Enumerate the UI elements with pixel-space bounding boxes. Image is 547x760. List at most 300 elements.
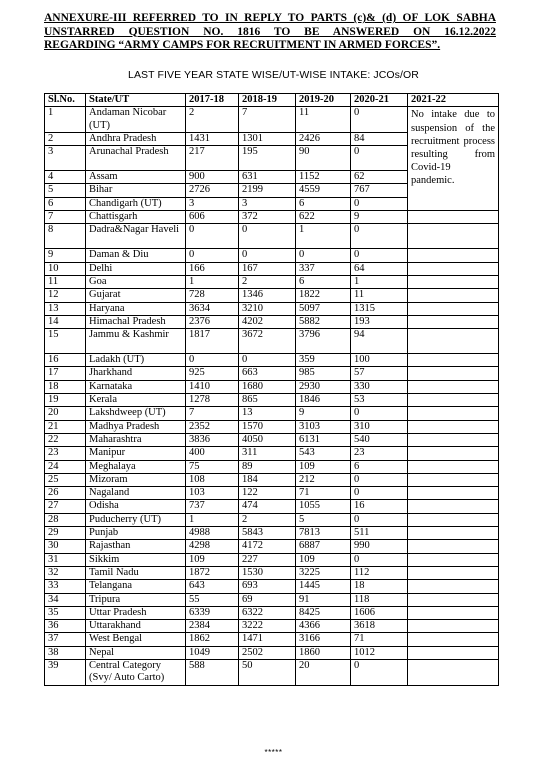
cell-2017-18: 1 [186, 513, 239, 526]
table-row [45, 354, 499, 367]
cell-2017-18: 737 [186, 500, 239, 513]
cell-2020-21: 64 [351, 262, 408, 275]
cell-slno: 18 [45, 380, 86, 393]
cell-state: Nepal [86, 646, 186, 659]
cell-2017-18: 217 [186, 146, 239, 171]
cell-state: Tamil Nadu [86, 566, 186, 579]
cell-slno: 2 [45, 132, 86, 145]
cell-2019-20: 3796 [296, 329, 351, 354]
cell-slno: 12 [45, 289, 86, 302]
cell-2020-21: 0 [351, 487, 408, 500]
cell-2017-18: 4298 [186, 540, 239, 553]
cell-2020-21: 0 [351, 197, 408, 210]
cell-state: Bihar [86, 184, 186, 197]
header-2018-19: 2018-19 [239, 94, 296, 107]
heading-line-3: REGARDING “ARMY CAMPS FOR RECRUITMENT IN ARMED FORCES”. [44, 39, 441, 51]
cell-2017-18: 900 [186, 171, 239, 184]
cell-slno: 34 [45, 593, 86, 606]
cell-2020-21: 100 [351, 354, 408, 367]
cell-2020-21: 3618 [351, 620, 408, 633]
cell-2021-22-empty [408, 447, 499, 460]
cell-2021-22-empty [408, 553, 499, 566]
cell-2019-20: 1055 [296, 500, 351, 513]
cell-state: Nagaland [86, 487, 186, 500]
cell-state: Haryana [86, 302, 186, 315]
cell-2020-21: 9 [351, 211, 408, 224]
cell-2020-21: 0 [351, 249, 408, 262]
cell-state: Arunachal Pradesh [86, 146, 186, 171]
table-row [45, 540, 499, 553]
table-row [45, 566, 499, 579]
cell-2019-20: 11 [296, 107, 351, 133]
cell-2019-20: 1846 [296, 394, 351, 407]
cell-2017-18: 1410 [186, 380, 239, 393]
cell-2018-19: 195 [239, 146, 296, 171]
cell-state: Meghalaya [86, 460, 186, 473]
cell-2019-20: 3166 [296, 633, 351, 646]
intake-table [44, 93, 499, 686]
cell-slno: 7 [45, 211, 86, 224]
cell-2017-18: 606 [186, 211, 239, 224]
cell-2020-21: 0 [351, 107, 408, 133]
cell-2017-18: 1872 [186, 566, 239, 579]
cell-2018-19: 4202 [239, 315, 296, 328]
table-row [45, 380, 499, 393]
cell-2018-19: 0 [239, 224, 296, 249]
cell-2021-22-empty [408, 275, 499, 288]
cell-2021-22-empty [408, 354, 499, 367]
cell-2021-22-empty [408, 315, 499, 328]
table-row [45, 107, 499, 133]
cell-2018-19: 50 [239, 659, 296, 685]
cell-2017-18: 108 [186, 473, 239, 486]
cell-2018-19: 5843 [239, 527, 296, 540]
cell-2018-19: 372 [239, 211, 296, 224]
cell-state: Lakshdweep (UT) [86, 407, 186, 420]
cell-2017-18: 1049 [186, 646, 239, 659]
cell-2021-22-empty [408, 380, 499, 393]
table-row [45, 329, 499, 354]
cell-state: Himachal Pradesh [86, 315, 186, 328]
cell-2021-22-empty [408, 646, 499, 659]
table-row [45, 433, 499, 446]
cell-slno: 14 [45, 315, 86, 328]
table-subtitle: LAST FIVE YEAR STATE WISE/UT-WISE INTAKE: JCOs/OR [128, 69, 419, 81]
cell-state: Punjab [86, 527, 186, 540]
table-row [45, 500, 499, 513]
cell-state: Gujarat [86, 289, 186, 302]
cell-2020-21: 1606 [351, 606, 408, 619]
cell-state: Chandigarh (UT) [86, 197, 186, 210]
cell-slno: 35 [45, 606, 86, 619]
cell-2020-21: 310 [351, 420, 408, 433]
cell-2018-19: 3 [239, 197, 296, 210]
cell-2020-21: 1315 [351, 302, 408, 315]
cell-slno: 38 [45, 646, 86, 659]
heading-line-1: ANNEXURE-III REFERRED TO IN REPLY TO PARTS (c)& (d) OF LOK SABHA [44, 12, 496, 24]
cell-slno: 39 [45, 659, 86, 685]
cell-2018-19: 865 [239, 394, 296, 407]
cell-2017-18: 2 [186, 107, 239, 133]
cell-2020-21: 0 [351, 224, 408, 249]
cell-2019-20: 91 [296, 593, 351, 606]
cell-2019-20: 337 [296, 262, 351, 275]
cell-2020-21: 330 [351, 380, 408, 393]
cell-2021-22-empty [408, 302, 499, 315]
cell-2018-19: 89 [239, 460, 296, 473]
cell-2019-20: 5882 [296, 315, 351, 328]
cell-2017-18: 3634 [186, 302, 239, 315]
table-row [45, 394, 499, 407]
cell-2021-22-empty [408, 580, 499, 593]
cell-2017-18: 728 [186, 289, 239, 302]
cell-2020-21: 511 [351, 527, 408, 540]
cell-2020-21: 62 [351, 171, 408, 184]
table-row [45, 447, 499, 460]
cell-slno: 13 [45, 302, 86, 315]
cell-state: Dadra&Nagar Haveli [86, 224, 186, 249]
cell-2020-21: 6 [351, 460, 408, 473]
table-row [45, 659, 499, 685]
cell-2017-18: 925 [186, 367, 239, 380]
cell-2019-20: 2930 [296, 380, 351, 393]
cell-2019-20: 7813 [296, 527, 351, 540]
cell-slno: 3 [45, 146, 86, 171]
cell-slno: 20 [45, 407, 86, 420]
table-row [45, 420, 499, 433]
cell-2019-20: 6 [296, 275, 351, 288]
table-row [45, 473, 499, 486]
cell-2017-18: 0 [186, 249, 239, 262]
footer-mark: ***** [264, 748, 283, 757]
cell-2018-19: 13 [239, 407, 296, 420]
cell-state: Maharashtra [86, 433, 186, 446]
cell-2019-20: 985 [296, 367, 351, 380]
cell-2020-21: 1 [351, 275, 408, 288]
cell-2021-22-empty [408, 460, 499, 473]
cell-2019-20: 6131 [296, 433, 351, 446]
cell-2021-22-empty [408, 211, 499, 224]
cell-slno: 31 [45, 553, 86, 566]
cell-2019-20: 1860 [296, 646, 351, 659]
cell-2017-18: 0 [186, 224, 239, 249]
cell-2017-18: 2352 [186, 420, 239, 433]
cell-2021-22-empty [408, 540, 499, 553]
cell-2017-18: 2376 [186, 315, 239, 328]
cell-2018-19: 227 [239, 553, 296, 566]
cell-2019-20: 1445 [296, 580, 351, 593]
cell-slno: 6 [45, 197, 86, 210]
cell-2020-21: 0 [351, 146, 408, 171]
cell-2020-21: 0 [351, 407, 408, 420]
cell-2018-19: 0 [239, 354, 296, 367]
cell-2019-20: 359 [296, 354, 351, 367]
cell-2018-19: 3210 [239, 302, 296, 315]
cell-2021-22-empty [408, 566, 499, 579]
cell-2019-20: 8425 [296, 606, 351, 619]
cell-2018-19: 2199 [239, 184, 296, 197]
cell-2021-22-empty [408, 249, 499, 262]
cell-2020-21: 0 [351, 513, 408, 526]
cell-2021-22-empty [408, 593, 499, 606]
cell-2017-18: 3 [186, 197, 239, 210]
cell-2017-18: 109 [186, 553, 239, 566]
cell-2017-18: 1431 [186, 132, 239, 145]
cell-2019-20: 212 [296, 473, 351, 486]
cell-2018-19: 167 [239, 262, 296, 275]
table-row [45, 249, 499, 262]
cell-state: Ladakh (UT) [86, 354, 186, 367]
cell-state: Kerala [86, 394, 186, 407]
cell-2019-20: 6 [296, 197, 351, 210]
cell-2019-20: 20 [296, 659, 351, 685]
cell-slno: 32 [45, 566, 86, 579]
header-slno: Sl.No. [45, 94, 86, 107]
cell-state: Uttarakhand [86, 620, 186, 633]
cell-2021-22-empty [408, 487, 499, 500]
cell-2021-22-empty [408, 500, 499, 513]
cell-slno: 1 [45, 107, 86, 133]
cell-2018-19: 2 [239, 513, 296, 526]
header-2017-18: 2017-18 [186, 94, 239, 107]
note-2021-22: No intake due to suspension of the recruitment process resulting from Covid-19 pandemic. [408, 107, 499, 211]
table-body [45, 107, 499, 685]
table-row [45, 211, 499, 224]
cell-2021-22-empty [408, 473, 499, 486]
cell-2019-20: 3103 [296, 420, 351, 433]
cell-state: Daman & Diu [86, 249, 186, 262]
cell-2017-18: 0 [186, 354, 239, 367]
cell-slno: 26 [45, 487, 86, 500]
header-state: State/UT [86, 94, 186, 107]
cell-2020-21: 71 [351, 633, 408, 646]
cell-2018-19: 1530 [239, 566, 296, 579]
cell-slno: 22 [45, 433, 86, 446]
cell-2018-19: 69 [239, 593, 296, 606]
cell-2020-21: 11 [351, 289, 408, 302]
cell-2021-22-empty [408, 659, 499, 685]
cell-2018-19: 4050 [239, 433, 296, 446]
table-row [45, 620, 499, 633]
cell-2020-21: 16 [351, 500, 408, 513]
header-2019-20: 2019-20 [296, 94, 351, 107]
cell-2017-18: 55 [186, 593, 239, 606]
cell-2017-18: 7 [186, 407, 239, 420]
cell-2017-18: 2384 [186, 620, 239, 633]
cell-2021-22-empty [408, 606, 499, 619]
cell-2020-21: 57 [351, 367, 408, 380]
cell-2018-19: 693 [239, 580, 296, 593]
cell-slno: 37 [45, 633, 86, 646]
cell-2019-20: 4366 [296, 620, 351, 633]
cell-state: Uttar Pradesh [86, 606, 186, 619]
cell-2021-22-empty [408, 527, 499, 540]
cell-2020-21: 53 [351, 394, 408, 407]
table-row [45, 262, 499, 275]
cell-2017-18: 1862 [186, 633, 239, 646]
cell-slno: 29 [45, 527, 86, 540]
cell-state: Goa [86, 275, 186, 288]
cell-state: Central Category (Svy/ Auto Carto) [86, 659, 186, 685]
cell-slno: 25 [45, 473, 86, 486]
cell-2018-19: 1471 [239, 633, 296, 646]
cell-2017-18: 103 [186, 487, 239, 500]
cell-2019-20: 6887 [296, 540, 351, 553]
cell-2019-20: 1152 [296, 171, 351, 184]
cell-slno: 5 [45, 184, 86, 197]
table-row [45, 289, 499, 302]
cell-2018-19: 3672 [239, 329, 296, 354]
cell-state: Delhi [86, 262, 186, 275]
heading-line-2: UNSTARRED QUESTION NO. 1816 TO BE ANSWERED ON 16.12.2022 [44, 25, 496, 38]
cell-2019-20: 71 [296, 487, 351, 500]
cell-state: Jammu & Kashmir [86, 329, 186, 354]
table-row [45, 407, 499, 420]
table-row [45, 224, 499, 249]
cell-2019-20: 622 [296, 211, 351, 224]
cell-2019-20: 5097 [296, 302, 351, 315]
cell-2021-22-empty [408, 224, 499, 249]
table-row [45, 553, 499, 566]
table-row [45, 593, 499, 606]
cell-2020-21: 0 [351, 659, 408, 685]
cell-state: Odisha [86, 500, 186, 513]
cell-2019-20: 0 [296, 249, 351, 262]
cell-2017-18: 1 [186, 275, 239, 288]
cell-2018-19: 7 [239, 107, 296, 133]
cell-state: Andaman Nicobar (UT) [86, 107, 186, 133]
cell-slno: 24 [45, 460, 86, 473]
cell-2020-21: 84 [351, 132, 408, 145]
cell-2019-20: 543 [296, 447, 351, 460]
cell-2020-21: 112 [351, 566, 408, 579]
table-row [45, 315, 499, 328]
cell-2017-18: 75 [186, 460, 239, 473]
cell-2020-21: 767 [351, 184, 408, 197]
cell-state: West Bengal [86, 633, 186, 646]
cell-2017-18: 1278 [186, 394, 239, 407]
cell-2019-20: 2426 [296, 132, 351, 145]
cell-2021-22-empty [408, 262, 499, 275]
cell-2020-21: 118 [351, 593, 408, 606]
cell-slno: 11 [45, 275, 86, 288]
table-row [45, 513, 499, 526]
annexure-heading [44, 12, 496, 53]
cell-state: Manipur [86, 447, 186, 460]
cell-2020-21: 23 [351, 447, 408, 460]
table-row [45, 527, 499, 540]
cell-state: Chattisgarh [86, 211, 186, 224]
cell-2021-22-empty [408, 633, 499, 646]
cell-2018-19: 474 [239, 500, 296, 513]
cell-2017-18: 2726 [186, 184, 239, 197]
cell-2018-19: 6322 [239, 606, 296, 619]
cell-2021-22-empty [408, 394, 499, 407]
cell-2020-21: 18 [351, 580, 408, 593]
cell-2017-18: 4988 [186, 527, 239, 540]
cell-2017-18: 166 [186, 262, 239, 275]
cell-2019-20: 1 [296, 224, 351, 249]
cell-2020-21: 990 [351, 540, 408, 553]
cell-2021-22-empty [408, 620, 499, 633]
cell-2019-20: 1822 [296, 289, 351, 302]
cell-slno: 17 [45, 367, 86, 380]
cell-state: Mizoram [86, 473, 186, 486]
cell-2018-19: 122 [239, 487, 296, 500]
cell-slno: 33 [45, 580, 86, 593]
cell-2020-21: 94 [351, 329, 408, 354]
table-row [45, 633, 499, 646]
cell-2020-21: 0 [351, 553, 408, 566]
cell-2021-22-empty [408, 367, 499, 380]
table-row [45, 646, 499, 659]
header-2020-21: 2020-21 [351, 94, 408, 107]
cell-slno: 4 [45, 171, 86, 184]
table-row [45, 460, 499, 473]
cell-state: Telangana [86, 580, 186, 593]
cell-slno: 15 [45, 329, 86, 354]
cell-2018-19: 1301 [239, 132, 296, 145]
cell-2021-22-empty [408, 289, 499, 302]
cell-slno: 21 [45, 420, 86, 433]
table-header-row [45, 94, 499, 107]
table-row [45, 302, 499, 315]
cell-2019-20: 109 [296, 553, 351, 566]
cell-2019-20: 3225 [296, 566, 351, 579]
cell-slno: 23 [45, 447, 86, 460]
cell-slno: 9 [45, 249, 86, 262]
cell-2018-19: 1570 [239, 420, 296, 433]
cell-2021-22-empty [408, 407, 499, 420]
cell-state: Karnataka [86, 380, 186, 393]
cell-state: Tripura [86, 593, 186, 606]
cell-slno: 27 [45, 500, 86, 513]
cell-slno: 30 [45, 540, 86, 553]
table-row [45, 275, 499, 288]
cell-2018-19: 184 [239, 473, 296, 486]
cell-state: Sikkim [86, 553, 186, 566]
cell-2018-19: 663 [239, 367, 296, 380]
cell-2021-22-empty [408, 433, 499, 446]
cell-2020-21: 540 [351, 433, 408, 446]
cell-slno: 8 [45, 224, 86, 249]
cell-state: Madhya Pradesh [86, 420, 186, 433]
cell-slno: 16 [45, 354, 86, 367]
cell-2017-18: 400 [186, 447, 239, 460]
cell-2018-19: 1346 [239, 289, 296, 302]
cell-state: Puducherry (UT) [86, 513, 186, 526]
table-row [45, 487, 499, 500]
cell-2018-19: 311 [239, 447, 296, 460]
cell-2019-20: 109 [296, 460, 351, 473]
cell-2019-20: 4559 [296, 184, 351, 197]
cell-2017-18: 588 [186, 659, 239, 685]
cell-2017-18: 1817 [186, 329, 239, 354]
header-2021-22: 2021-22 [408, 94, 499, 107]
cell-2021-22-empty [408, 420, 499, 433]
cell-2018-19: 2502 [239, 646, 296, 659]
cell-2021-22-empty [408, 513, 499, 526]
cell-2019-20: 90 [296, 146, 351, 171]
cell-2018-19: 4172 [239, 540, 296, 553]
cell-2020-21: 0 [351, 473, 408, 486]
cell-2018-19: 631 [239, 171, 296, 184]
cell-state: Jharkhand [86, 367, 186, 380]
cell-2018-19: 2 [239, 275, 296, 288]
cell-state: Andhra Pradesh [86, 132, 186, 145]
cell-2018-19: 1680 [239, 380, 296, 393]
cell-2017-18: 3836 [186, 433, 239, 446]
